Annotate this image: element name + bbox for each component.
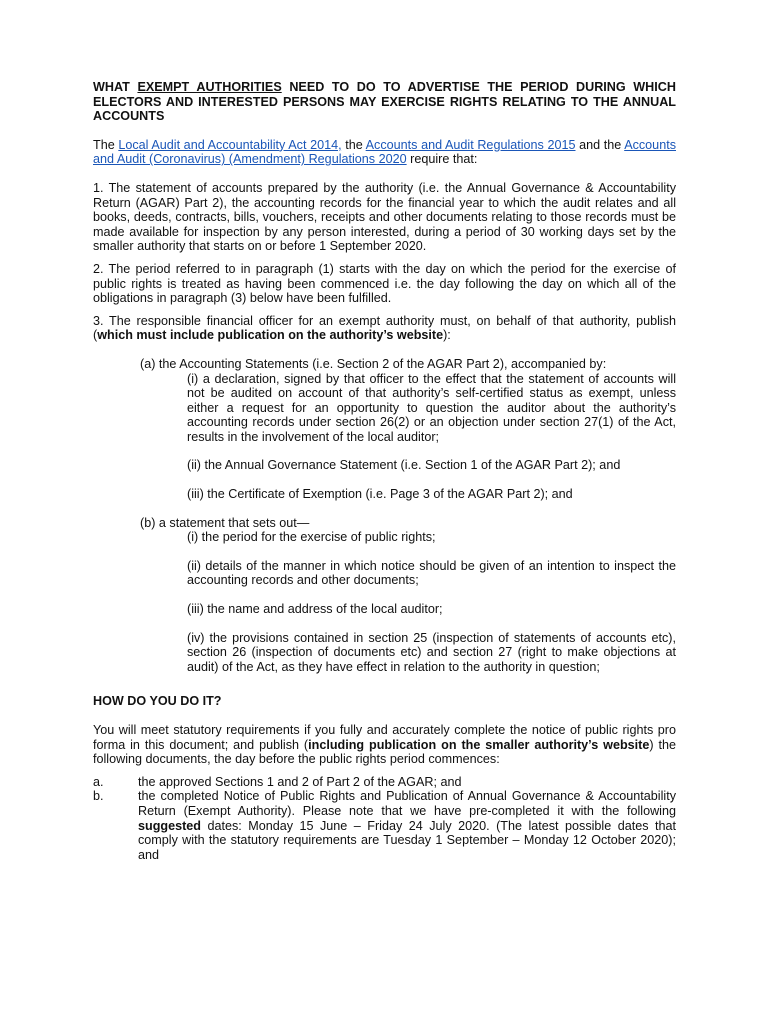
item-a-ii: (ii) the Annual Governance Statement (i.e. Section 1 of the AGAR Part 2); and xyxy=(187,458,621,473)
item-b: (b) a statement that sets out— xyxy=(140,515,310,530)
link-coronavirus-amendment-regulations[interactable]: Accounts and Audit (Coronavirus) (Amendment) Regulations 2020 xyxy=(93,137,676,167)
paragraph-1: 1. The statement of accounts prepared by the authority (i.e. the Annual Governance & Accountability Return (AGAR) Part 2), the accounting records for the financial year to which the audit relates and all books, deeds, contracts, bills, vouchers, receipts and other documents relating to those records must be made available for inspection by any person interested, during a period of 30 working days set by the smaller authority that starts on or before 1 September 2020. xyxy=(93,180,676,254)
link-local-audit-act[interactable]: Local Audit and Accountability Act 2014, xyxy=(118,137,342,152)
item-b-iii: (iii) the name and address of the local auditor; xyxy=(187,602,443,617)
title-underlined-term: EXEMPT AUTHORITIES xyxy=(137,80,282,94)
link-accounts-audit-regulations[interactable]: Accounts and Audit Regulations 2015 xyxy=(365,137,576,152)
document-body xyxy=(93,80,676,862)
item-b-iv: (iv) the provisions contained in section 25 (inspection of statements of accounts etc), section 26 (inspection of documents etc) and section 27 (right to make objections at audit) of the Act, as they have effect in relation to the authority in question; xyxy=(187,630,676,674)
how-heading: HOW DO YOU DO IT? xyxy=(93,694,222,709)
item-a-i: (i) a declaration, signed by that officer to the effect that the statement of accounts will not be audited on account of that authority’s self-certified status as exempt, unless either a request for an opportunity to question the auditor about the authority’s accounting records under section 26(2) or an objection under section 27(1) of the Act, results in the involvement of the local auditor; xyxy=(187,371,676,444)
list-item: b. the completed Notice of Public Rights and Publication of Annual Governance & Accountability Return (Exempt Authority). Please note that we have pre-completed it with the following suggested dates: Monday 15 June – Friday 24 July 2020. (The latest possible dates that comply with the statutory requirements are Tuesday 1 September – Monday 12 October 2020); and xyxy=(93,789,676,862)
documents-list xyxy=(93,775,676,863)
paragraph-3: 3. The responsible financial officer for an exempt authority must, on behalf of that authority, publish (which must include publication on the authority’s website): xyxy=(93,313,676,343)
how-paragraph: You will meet statutory requirements if you fully and accurately complete the notice of public rights pro forma in this document; and publish (including publication on the smaller authority’s website) the following documents, the day before the public rights period commences: xyxy=(93,723,676,767)
list-item: a. the approved Sections 1 and 2 of Part 2 of the AGAR; and xyxy=(93,774,462,789)
item-b-i: (i) the period for the exercise of public rights; xyxy=(187,530,436,545)
intro-paragraph: The Local Audit and Accountability Act 2014, the Accounts and Audit Regulations 2015 and the Accounts and Audit (Coronavirus) (Amendment) Regulations 2020 require that: xyxy=(93,137,676,167)
paragraph-2: 2. The period referred to in paragraph (1) starts with the day on which the period for the exercise of public rights is treated as having been commenced i.e. the day following the day on which all of the obligations in paragraph (3) below have been fulfilled. xyxy=(93,261,676,306)
item-a: (a) the Accounting Statements (i.e. Section 2 of the AGAR Part 2), accompanied by: xyxy=(140,356,607,371)
item-b-ii: (ii) details of the manner in which notice should be given of an intention to inspect the accounting records and other documents; xyxy=(187,558,676,588)
document-title: WHAT EXEMPT AUTHORITIES NEED TO DO TO ADVERTISE THE PERIOD DURING WHICH ELECTORS AND INTERESTED PERSONS MAY EXERCISE RIGHTS RELATING TO THE ANNUAL ACCOUNTS xyxy=(93,80,676,124)
item-a-iii: (iii) the Certificate of Exemption (i.e. Page 3 of the AGAR Part 2); and xyxy=(187,487,573,502)
